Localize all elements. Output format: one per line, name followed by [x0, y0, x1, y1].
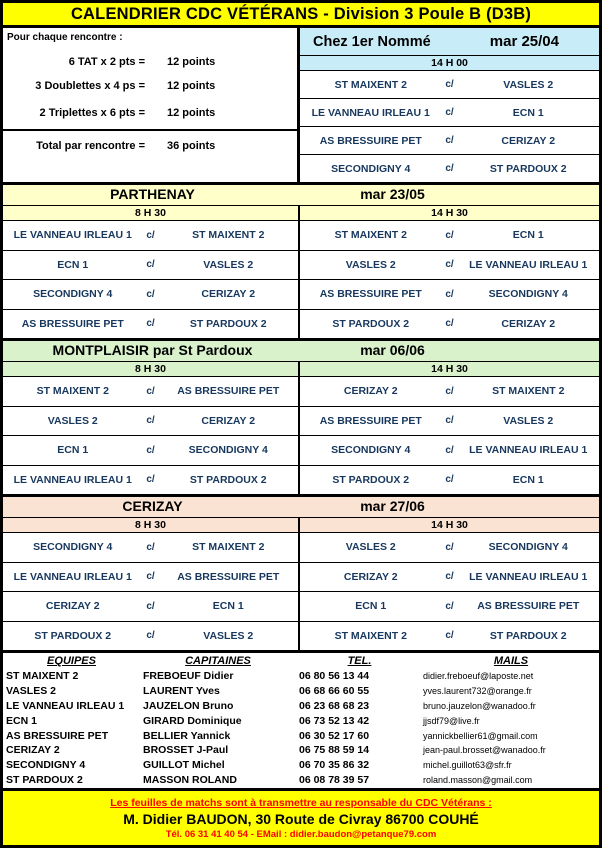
versus-separator: c/ — [146, 385, 155, 397]
versus-separator: c/ — [445, 541, 454, 553]
contact-email: michel.guillot63@sfr.fr — [423, 760, 512, 771]
contact-row — [3, 773, 599, 788]
home-team: VASLES 2 — [47, 414, 98, 427]
contact-email: jean-paul.brosset@wanadoo.fr — [423, 745, 546, 756]
scoring-total-label: Total par rencontre = — [36, 140, 145, 152]
contacts-header-captains: CAPITAINES — [185, 655, 251, 667]
contact-phone: 06 80 56 13 44 — [299, 670, 370, 683]
contact-phone: 06 23 68 68 23 — [299, 699, 370, 712]
match-row — [300, 250, 599, 280]
section-header — [3, 185, 599, 206]
match-row — [3, 279, 298, 309]
section-date: mar 06/06 — [360, 342, 425, 358]
round-date: mar 25/04 — [489, 33, 559, 50]
versus-separator: c/ — [445, 288, 454, 300]
contact-team: AS BRESSUIRE PET — [6, 729, 109, 742]
section-times — [3, 362, 599, 377]
afternoon-time: 14 H 30 — [431, 519, 468, 531]
contact-phone: 06 75 88 59 14 — [299, 744, 370, 757]
scoring-label: 3 Doublettes x 4 ps = — [35, 80, 145, 92]
morning-matches — [3, 533, 300, 650]
versus-separator: c/ — [445, 571, 454, 583]
contact-email: jjsdf79@live.fr — [423, 715, 480, 726]
home-team: ST PARDOUX 2 — [332, 317, 410, 330]
home-team: VASLES 2 — [345, 541, 396, 554]
contact-email: bruno.jauzelon@wanadoo.fr — [423, 700, 536, 711]
away-team: ST PARDOUX 2 — [489, 162, 567, 175]
section-times — [3, 206, 599, 221]
versus-separator: c/ — [146, 444, 155, 456]
match-row — [300, 154, 599, 182]
contact-row — [3, 743, 599, 758]
home-team: CERIZAY 2 — [45, 600, 100, 613]
contact-captain: BELLIER Yannick — [143, 729, 231, 742]
scoring-label: 2 Triplettes x 6 pts = — [39, 107, 145, 119]
home-team: AS BRESSUIRE PET — [319, 414, 422, 427]
match-row — [3, 591, 298, 621]
away-team: VASLES 2 — [203, 629, 254, 642]
contact-captain: MASSON ROLAND — [143, 773, 237, 786]
scoring-row — [7, 107, 293, 119]
versus-separator: c/ — [445, 107, 454, 118]
match-row — [300, 435, 599, 465]
contact-row — [3, 699, 599, 714]
away-team: ST MAIXENT 2 — [492, 385, 565, 398]
contacts-header-mails: MAILS — [493, 655, 529, 667]
home-team: LE VANNEAU IRLEAU 1 — [13, 473, 132, 486]
contact-captain: GIRARD Dominique — [143, 714, 242, 727]
away-team: SECONDIGNY 4 — [188, 444, 268, 457]
match-row — [300, 562, 599, 592]
contact-team: ST MAIXENT 2 — [6, 670, 79, 683]
away-team: CERIZAY 2 — [501, 134, 556, 147]
scoring-label: 6 TAT x 2 pts = — [68, 56, 145, 68]
section-parthenay — [3, 182, 599, 338]
home-team: ST MAIXENT 2 — [334, 229, 407, 242]
contact-phone: 06 08 78 39 57 — [299, 773, 370, 786]
home-team: VASLES 2 — [345, 258, 396, 271]
match-row — [300, 309, 599, 339]
home-team: AS BRESSUIRE PET — [319, 134, 422, 147]
versus-separator: c/ — [146, 630, 155, 642]
contact-team: ST PARDOUX 2 — [6, 773, 83, 786]
match-row — [300, 279, 599, 309]
scoring-value: 12 points — [167, 80, 216, 92]
page-title: CALENDRIER CDC VÉTÉRANS - Division 3 Poule B (D3B) — [3, 3, 599, 28]
match-row — [300, 98, 599, 126]
match-row — [300, 533, 599, 562]
versus-separator: c/ — [146, 600, 155, 612]
away-team: ECN 1 — [512, 473, 544, 486]
contact-row — [3, 728, 599, 743]
versus-separator: c/ — [146, 318, 155, 330]
top-area — [3, 28, 599, 182]
contact-phone: 06 68 66 60 55 — [299, 685, 370, 698]
morning-time: 8 H 30 — [3, 362, 300, 376]
afternoon-matches — [300, 377, 599, 494]
afternoon-time: 14 H 30 — [431, 207, 468, 219]
away-team: ST PARDOUX 2 — [489, 629, 567, 642]
footer — [3, 788, 599, 845]
versus-separator: c/ — [445, 135, 454, 146]
match-row — [3, 309, 298, 339]
contact-row — [3, 669, 599, 684]
section-montplaisir — [3, 338, 599, 494]
versus-separator: c/ — [445, 229, 454, 241]
divider — [3, 129, 297, 131]
morning-matches — [3, 377, 300, 494]
first-round-block — [300, 28, 599, 182]
away-team: AS BRESSUIRE PET — [177, 570, 280, 583]
versus-separator: c/ — [445, 79, 454, 90]
home-team: ST MAIXENT 2 — [36, 385, 109, 398]
footer-responsible: M. Didier BAUDON, 30 Route de Civray 86700 COUHÉ — [123, 810, 479, 827]
away-team: ECN 1 — [212, 600, 244, 613]
contact-captain: LAURENT Yves — [143, 685, 220, 698]
section-header — [3, 497, 599, 518]
away-team: VASLES 2 — [203, 258, 254, 271]
home-team: LE VANNEAU IRLEAU 1 — [13, 229, 132, 242]
contact-captain: JAUZELON Bruno — [143, 699, 234, 712]
home-team: ECN 1 — [355, 600, 387, 613]
section-header — [3, 341, 599, 362]
first-round-matches — [300, 71, 599, 182]
versus-separator: c/ — [445, 259, 454, 271]
away-team: LE VANNEAU IRLEAU 1 — [469, 570, 588, 583]
match-row — [3, 250, 298, 280]
morning-time: 8 H 30 — [3, 206, 300, 220]
section-cerizay — [3, 494, 599, 650]
home-team: SECONDIGNY 4 — [331, 162, 411, 175]
afternoon-matches — [300, 221, 599, 338]
match-row — [3, 435, 298, 465]
match-row — [300, 377, 599, 406]
versus-separator: c/ — [445, 474, 454, 486]
versus-separator: c/ — [146, 415, 155, 427]
match-row — [3, 465, 298, 495]
away-team: SECONDIGNY 4 — [488, 288, 568, 301]
morning-matches — [3, 221, 300, 338]
match-row — [3, 406, 298, 436]
scoring-total-row — [7, 140, 293, 152]
match-row — [300, 465, 599, 495]
versus-separator: c/ — [445, 415, 454, 427]
match-row — [3, 377, 298, 406]
contact-captain: FREBOEUF Didier — [143, 670, 234, 683]
home-team: AS BRESSUIRE PET — [21, 317, 124, 330]
morning-time: 8 H 30 — [3, 518, 300, 532]
contact-email: yannickbellier61@gmail.com — [423, 730, 538, 741]
scoring-total-value: 36 points — [167, 140, 216, 152]
versus-separator: c/ — [146, 259, 155, 271]
home-team: SECONDIGNY 4 — [331, 444, 411, 457]
home-team: ST PARDOUX 2 — [34, 629, 112, 642]
contact-email: didier.freboeuf@laposte.net — [423, 671, 534, 682]
venue-name: MONTPLAISIR par St Pardoux — [52, 342, 253, 358]
footer-notice: Les feuilles de matchs sont à transmettre au responsable du CDC Vétérans : — [110, 796, 492, 809]
section-date: mar 23/05 — [360, 186, 425, 202]
contact-captain: BROSSET J-Paul — [143, 744, 229, 757]
footer-contact-line: Tél. 06 31 41 40 54 - EMail : didier.baudon@petanque79.com — [165, 828, 437, 840]
scoring-row — [7, 56, 293, 68]
away-team: LE VANNEAU IRLEAU 1 — [469, 258, 588, 271]
contacts-header-row — [3, 653, 599, 669]
away-team: ST PARDOUX 2 — [189, 317, 267, 330]
home-team: LE VANNEAU IRLEAU 1 — [13, 570, 132, 583]
versus-separator: c/ — [445, 318, 454, 330]
away-team: CERIZAY 2 — [501, 317, 556, 330]
match-row — [300, 71, 599, 98]
contacts-header-teams: EQUIPES — [47, 655, 96, 667]
home-team: LE VANNEAU IRLEAU 1 — [311, 106, 430, 119]
match-row — [300, 126, 599, 154]
contact-team: CERIZAY 2 — [6, 744, 60, 757]
venue-name: CERIZAY — [122, 498, 183, 514]
away-team: AS BRESSUIRE PET — [477, 600, 580, 613]
home-team: ST MAIXENT 2 — [334, 78, 407, 91]
contact-team: SECONDIGNY 4 — [6, 759, 86, 772]
scoring-value: 12 points — [167, 56, 216, 68]
versus-separator: c/ — [445, 630, 454, 642]
away-team: VASLES 2 — [503, 414, 554, 427]
scoring-intro: Pour chaque rencontre : — [7, 32, 123, 43]
home-team: ST PARDOUX 2 — [332, 473, 410, 486]
home-team: AS BRESSUIRE PET — [319, 288, 422, 301]
section-matches — [3, 377, 599, 494]
versus-separator: c/ — [146, 571, 155, 583]
contact-phone: 06 70 35 86 32 — [299, 759, 370, 772]
contacts-rows — [3, 669, 599, 787]
away-team: CERIZAY 2 — [201, 288, 256, 301]
contacts-header-tel: TEL. — [347, 655, 372, 667]
versus-separator: c/ — [445, 444, 454, 456]
versus-separator: c/ — [146, 288, 155, 300]
contact-email: yves.laurent732@orange.fr — [423, 686, 532, 697]
afternoon-matches — [300, 533, 599, 650]
home-team: SECONDIGNY 4 — [33, 541, 113, 554]
venue-name: Chez 1er Nommé — [313, 33, 431, 50]
match-row — [300, 221, 599, 250]
match-row — [3, 221, 298, 250]
away-team: LE VANNEAU IRLEAU 1 — [469, 444, 588, 457]
scoring-block — [3, 28, 300, 182]
contact-captain: GUILLOT Michel — [143, 759, 225, 772]
away-team: ECN 1 — [512, 106, 544, 119]
venue-name: PARTHENAY — [110, 186, 195, 202]
home-team: SECONDIGNY 4 — [33, 288, 113, 301]
home-team: CERIZAY 2 — [343, 385, 398, 398]
contact-email: roland.masson@gmail.com — [423, 774, 533, 785]
away-team: ST MAIXENT 2 — [192, 541, 265, 554]
section-matches — [3, 533, 599, 650]
away-team: ECN 1 — [512, 229, 544, 242]
first-round-header — [300, 28, 599, 56]
home-team: ST MAIXENT 2 — [334, 629, 407, 642]
match-row — [3, 533, 298, 562]
afternoon-time: 14 H 30 — [431, 363, 468, 375]
away-team: SECONDIGNY 4 — [488, 541, 568, 554]
contact-phone: 06 30 52 17 60 — [299, 729, 370, 742]
away-team: CERIZAY 2 — [201, 414, 256, 427]
versus-separator: c/ — [445, 385, 454, 397]
contact-phone: 06 73 52 13 42 — [299, 714, 370, 727]
contact-row — [3, 713, 599, 728]
home-team: CERIZAY 2 — [343, 570, 398, 583]
versus-separator: c/ — [445, 163, 454, 174]
contact-row — [3, 758, 599, 773]
home-team: ECN 1 — [57, 258, 89, 271]
scoring-row — [7, 80, 293, 92]
contact-row — [3, 684, 599, 699]
contacts-table — [3, 650, 599, 788]
versus-separator: c/ — [146, 229, 155, 241]
section-date: mar 27/06 — [360, 498, 425, 514]
section-times — [3, 518, 599, 533]
away-team: ST MAIXENT 2 — [192, 229, 265, 242]
contact-team: LE VANNEAU IRLEAU 1 — [6, 699, 125, 712]
contact-team: ECN 1 — [6, 714, 37, 727]
match-row — [300, 591, 599, 621]
match-row — [300, 406, 599, 436]
home-team: ECN 1 — [57, 444, 89, 457]
contact-team: VASLES 2 — [6, 685, 56, 698]
versus-separator: c/ — [146, 541, 155, 553]
section-matches — [3, 221, 599, 338]
away-team: AS BRESSUIRE PET — [177, 385, 280, 398]
versus-separator: c/ — [445, 600, 454, 612]
match-row — [300, 621, 599, 651]
round-time: 14 H 00 — [300, 56, 599, 71]
away-team: ST PARDOUX 2 — [189, 473, 267, 486]
versus-separator: c/ — [146, 474, 155, 486]
away-team: VASLES 2 — [503, 78, 554, 91]
scoring-value: 12 points — [167, 107, 216, 119]
match-row — [3, 621, 298, 651]
match-row — [3, 562, 298, 592]
